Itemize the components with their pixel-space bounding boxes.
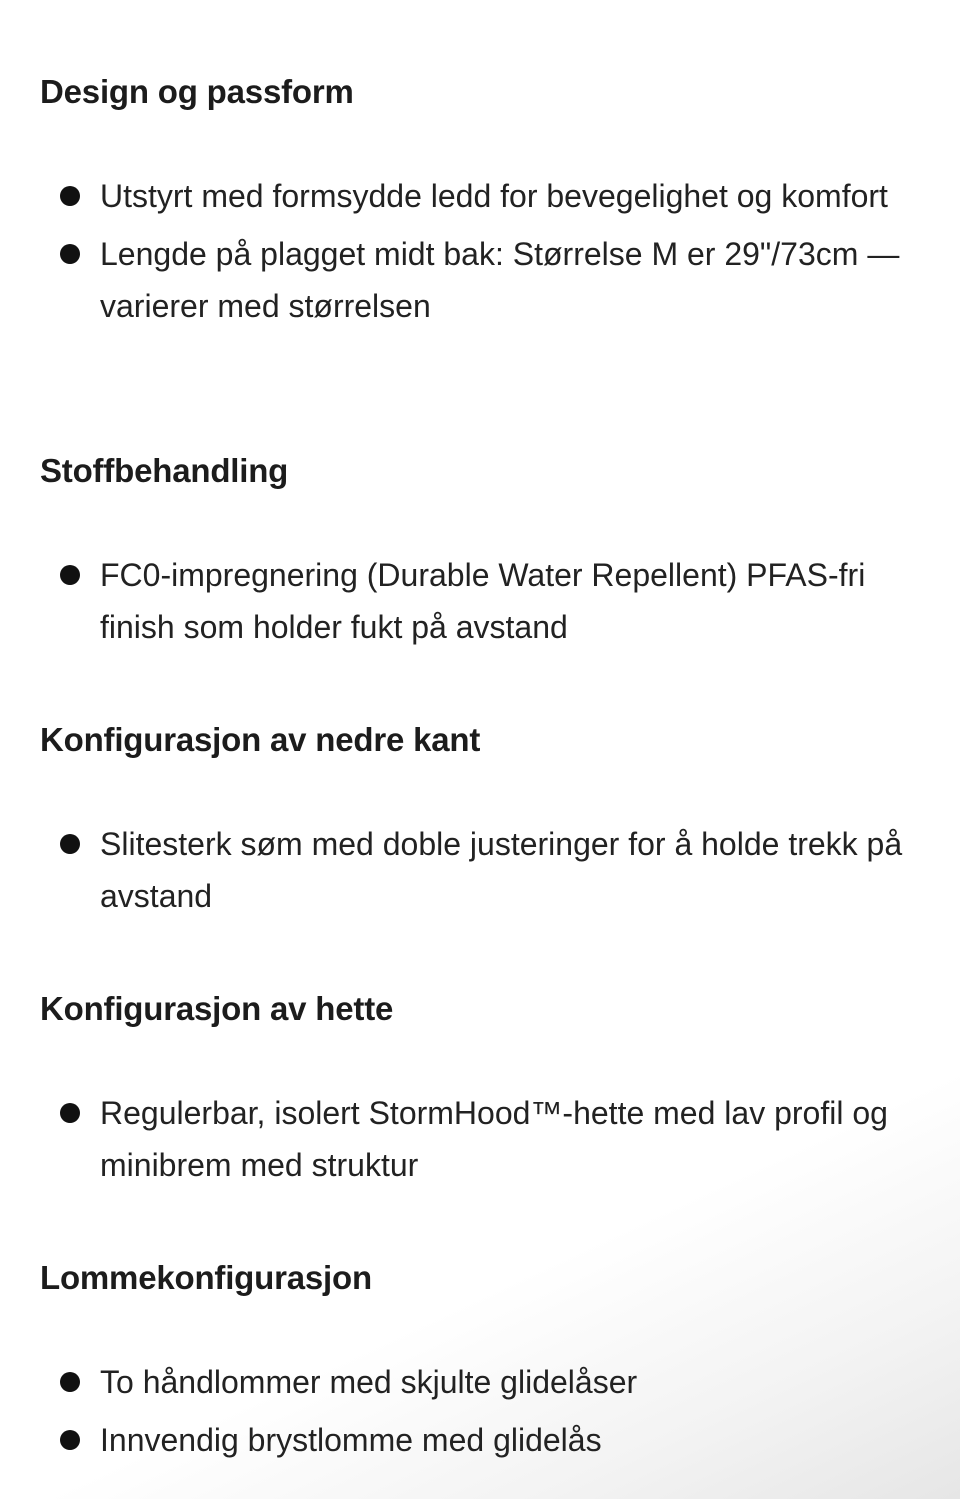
bullet-list (40, 170, 940, 332)
list-item-text: Slitesterk søm med doble justeringer for å holde trekk på avstand (100, 826, 903, 914)
list-item-text: Regulerbar, isolert StormHood™-hette med lav profil og minibrem med struktur (100, 1095, 888, 1183)
bullet-dot-icon (60, 1372, 80, 1392)
section-hood-configuration (40, 989, 940, 1197)
bullet-dot-icon (60, 244, 80, 264)
list-item (40, 1356, 940, 1408)
bullet-list (40, 549, 940, 653)
bullet-list (40, 1087, 940, 1191)
section-hem-configuration (40, 720, 940, 928)
list-item (40, 228, 940, 332)
list-item-text: Lengde på plagget midt bak: Størrelse M er 29"/73cm — varierer med størrelsen (100, 236, 900, 324)
list-item (40, 818, 940, 922)
bullet-dot-icon (60, 1430, 80, 1450)
bullet-dot-icon (60, 186, 80, 206)
bullet-dot-icon (60, 1103, 80, 1123)
list-item-text: To håndlommer med skjulte glidelåser (100, 1364, 638, 1400)
list-item (40, 1414, 940, 1466)
section-title: Lommekonfigurasjon (40, 1259, 372, 1296)
bullet-dot-icon (60, 834, 80, 854)
list-item (40, 170, 940, 222)
section-title: Design og passform (40, 73, 354, 110)
section-title: Konfigurasjon av nedre kant (40, 721, 481, 758)
list-item-text: FC0-impregnering (Durable Water Repellent) PFAS-fri finish som holder fukt på avstand (100, 557, 866, 645)
list-item (40, 549, 940, 653)
bullet-list (40, 818, 940, 922)
section-design-fit (40, 72, 940, 338)
list-item (40, 1087, 940, 1191)
bullet-dot-icon (60, 565, 80, 585)
section-fabric-treatment (40, 451, 940, 659)
bullet-list (40, 1356, 940, 1466)
section-title: Stoffbehandling (40, 452, 289, 489)
list-item-text: Utstyrt med formsydde ledd for bevegelighet og komfort (100, 178, 888, 214)
section-title: Konfigurasjon av hette (40, 990, 394, 1027)
section-pocket-configuration (40, 1258, 940, 1472)
list-item-text: Innvendig brystlomme med glidelås (100, 1422, 602, 1458)
